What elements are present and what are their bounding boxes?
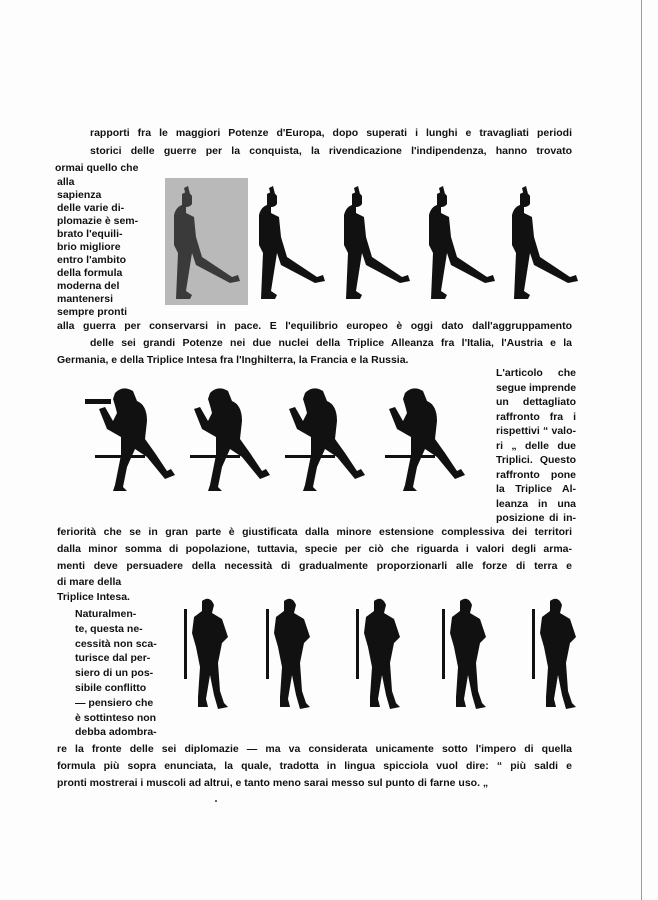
running-soldiers-illustration	[80, 385, 480, 510]
text-line: storici delle guerre per la conquista, la rivendicazione l'indipendenza, hanno trovato	[90, 145, 572, 157]
text-line: di mare della	[57, 576, 122, 588]
text-line: ormai quello che	[55, 162, 139, 174]
soldier-figure	[512, 186, 578, 299]
column-line: debba adombra-	[75, 726, 157, 739]
column-line: cessità non sca-	[75, 637, 157, 650]
text-line: formula più sopra enunciata, la quale, tradotta in lingua spicciola vuol dire: “ più saldi e	[57, 760, 572, 772]
column-line: sapienza	[57, 189, 102, 201]
column-line: plomazie è sem-	[57, 215, 139, 227]
column-line: L'articolo che	[496, 367, 576, 379]
soldier-figure	[356, 599, 400, 709]
soldier-figure	[442, 599, 486, 709]
text-line: pronti mostrerai i muscoli ad altrui, e tanto meno sarai messo sul punto di farne uso. „	[57, 777, 489, 789]
column-line: posizione di in-	[496, 512, 576, 524]
column-line: raffronto pone	[496, 468, 576, 481]
soldier-figure	[184, 599, 228, 709]
column-line: siero di un pos-	[75, 667, 154, 680]
column-line: sibile conflitto	[75, 682, 147, 694]
soldier-figure	[385, 388, 465, 491]
standing-soldiers-illustration	[180, 597, 590, 719]
column-line: un dettagliato	[496, 396, 576, 408]
column-line: sempre pronti	[57, 306, 128, 318]
speck	[215, 800, 217, 802]
marching-soldiers-illustration	[160, 178, 590, 308]
text-line: Germania, e della Triplice Intesa fra l'Inghilterra, la Francia e la Russia.	[57, 354, 409, 366]
soldier-figure	[190, 388, 270, 491]
column-line: è sottinteso non	[75, 711, 157, 724]
text-line: feriorità che se in gran parte è giustificata dalla minore estensione complessiva dei territori	[57, 526, 572, 538]
text-line: menti deve persuadere della necessità di gradualmente proporzionarli alle forze di terra e	[57, 560, 572, 572]
column-line: leanza in una	[496, 497, 576, 510]
column-line: rispettivi “ valo-	[496, 425, 576, 437]
column-line: raffronto fra i	[496, 410, 576, 423]
column-line: mantenersi	[57, 293, 114, 305]
page-edge	[641, 0, 642, 900]
column-line: — pensiero che	[75, 696, 154, 709]
column-line: brato l'equili-	[57, 228, 123, 240]
text-line: re la fronte delle sei diplomazie — ma va considerata unicamente sotto l'impero di quella	[57, 743, 572, 755]
soldier-figure	[344, 186, 410, 299]
text-line: rapporti fra le maggiori Potenze d'Europa, dopo superati i lunghi e travagliati periodi	[90, 127, 572, 139]
soldier-figure	[285, 388, 365, 491]
column-line: segue imprende	[496, 381, 576, 394]
text-line: dalla minor somma di popolazione, tuttavia, specie per ciò che riguarda i valori degli arma-	[57, 543, 572, 555]
column-line: Triplici. Questo	[496, 454, 576, 466]
soldier-figure	[266, 599, 310, 709]
column-line: della formula	[57, 267, 123, 279]
text-line: Triplice Intesa.	[57, 591, 130, 603]
text-line: delle sei grandi Potenze nei due nuclei della Triplice Alleanza fra l'Italia, l'Austria e la	[90, 337, 572, 349]
text-line: alla guerra per conservarsi in pace. E l'equilibrio europeo è oggi dato dall'aggruppamento	[57, 320, 572, 332]
column-line: te, questa ne-	[75, 622, 143, 635]
column-line: ri „ delle due	[496, 439, 576, 452]
soldier-figure	[174, 186, 240, 299]
column-line: turisce dal per-	[75, 652, 151, 665]
column-line: alla	[57, 176, 75, 188]
soldier-figure	[532, 599, 576, 709]
column-line: Naturalmen-	[75, 608, 137, 620]
column-line: brio migliore	[57, 241, 121, 253]
column-line: delle varie di-	[57, 202, 125, 214]
soldier-figure	[85, 388, 175, 491]
column-line: moderna del	[57, 280, 120, 292]
soldier-figure	[429, 186, 495, 299]
soldier-figure	[259, 186, 325, 299]
column-line: la Triplice Al-	[496, 483, 576, 495]
column-line: entro l'ambito	[57, 254, 126, 266]
